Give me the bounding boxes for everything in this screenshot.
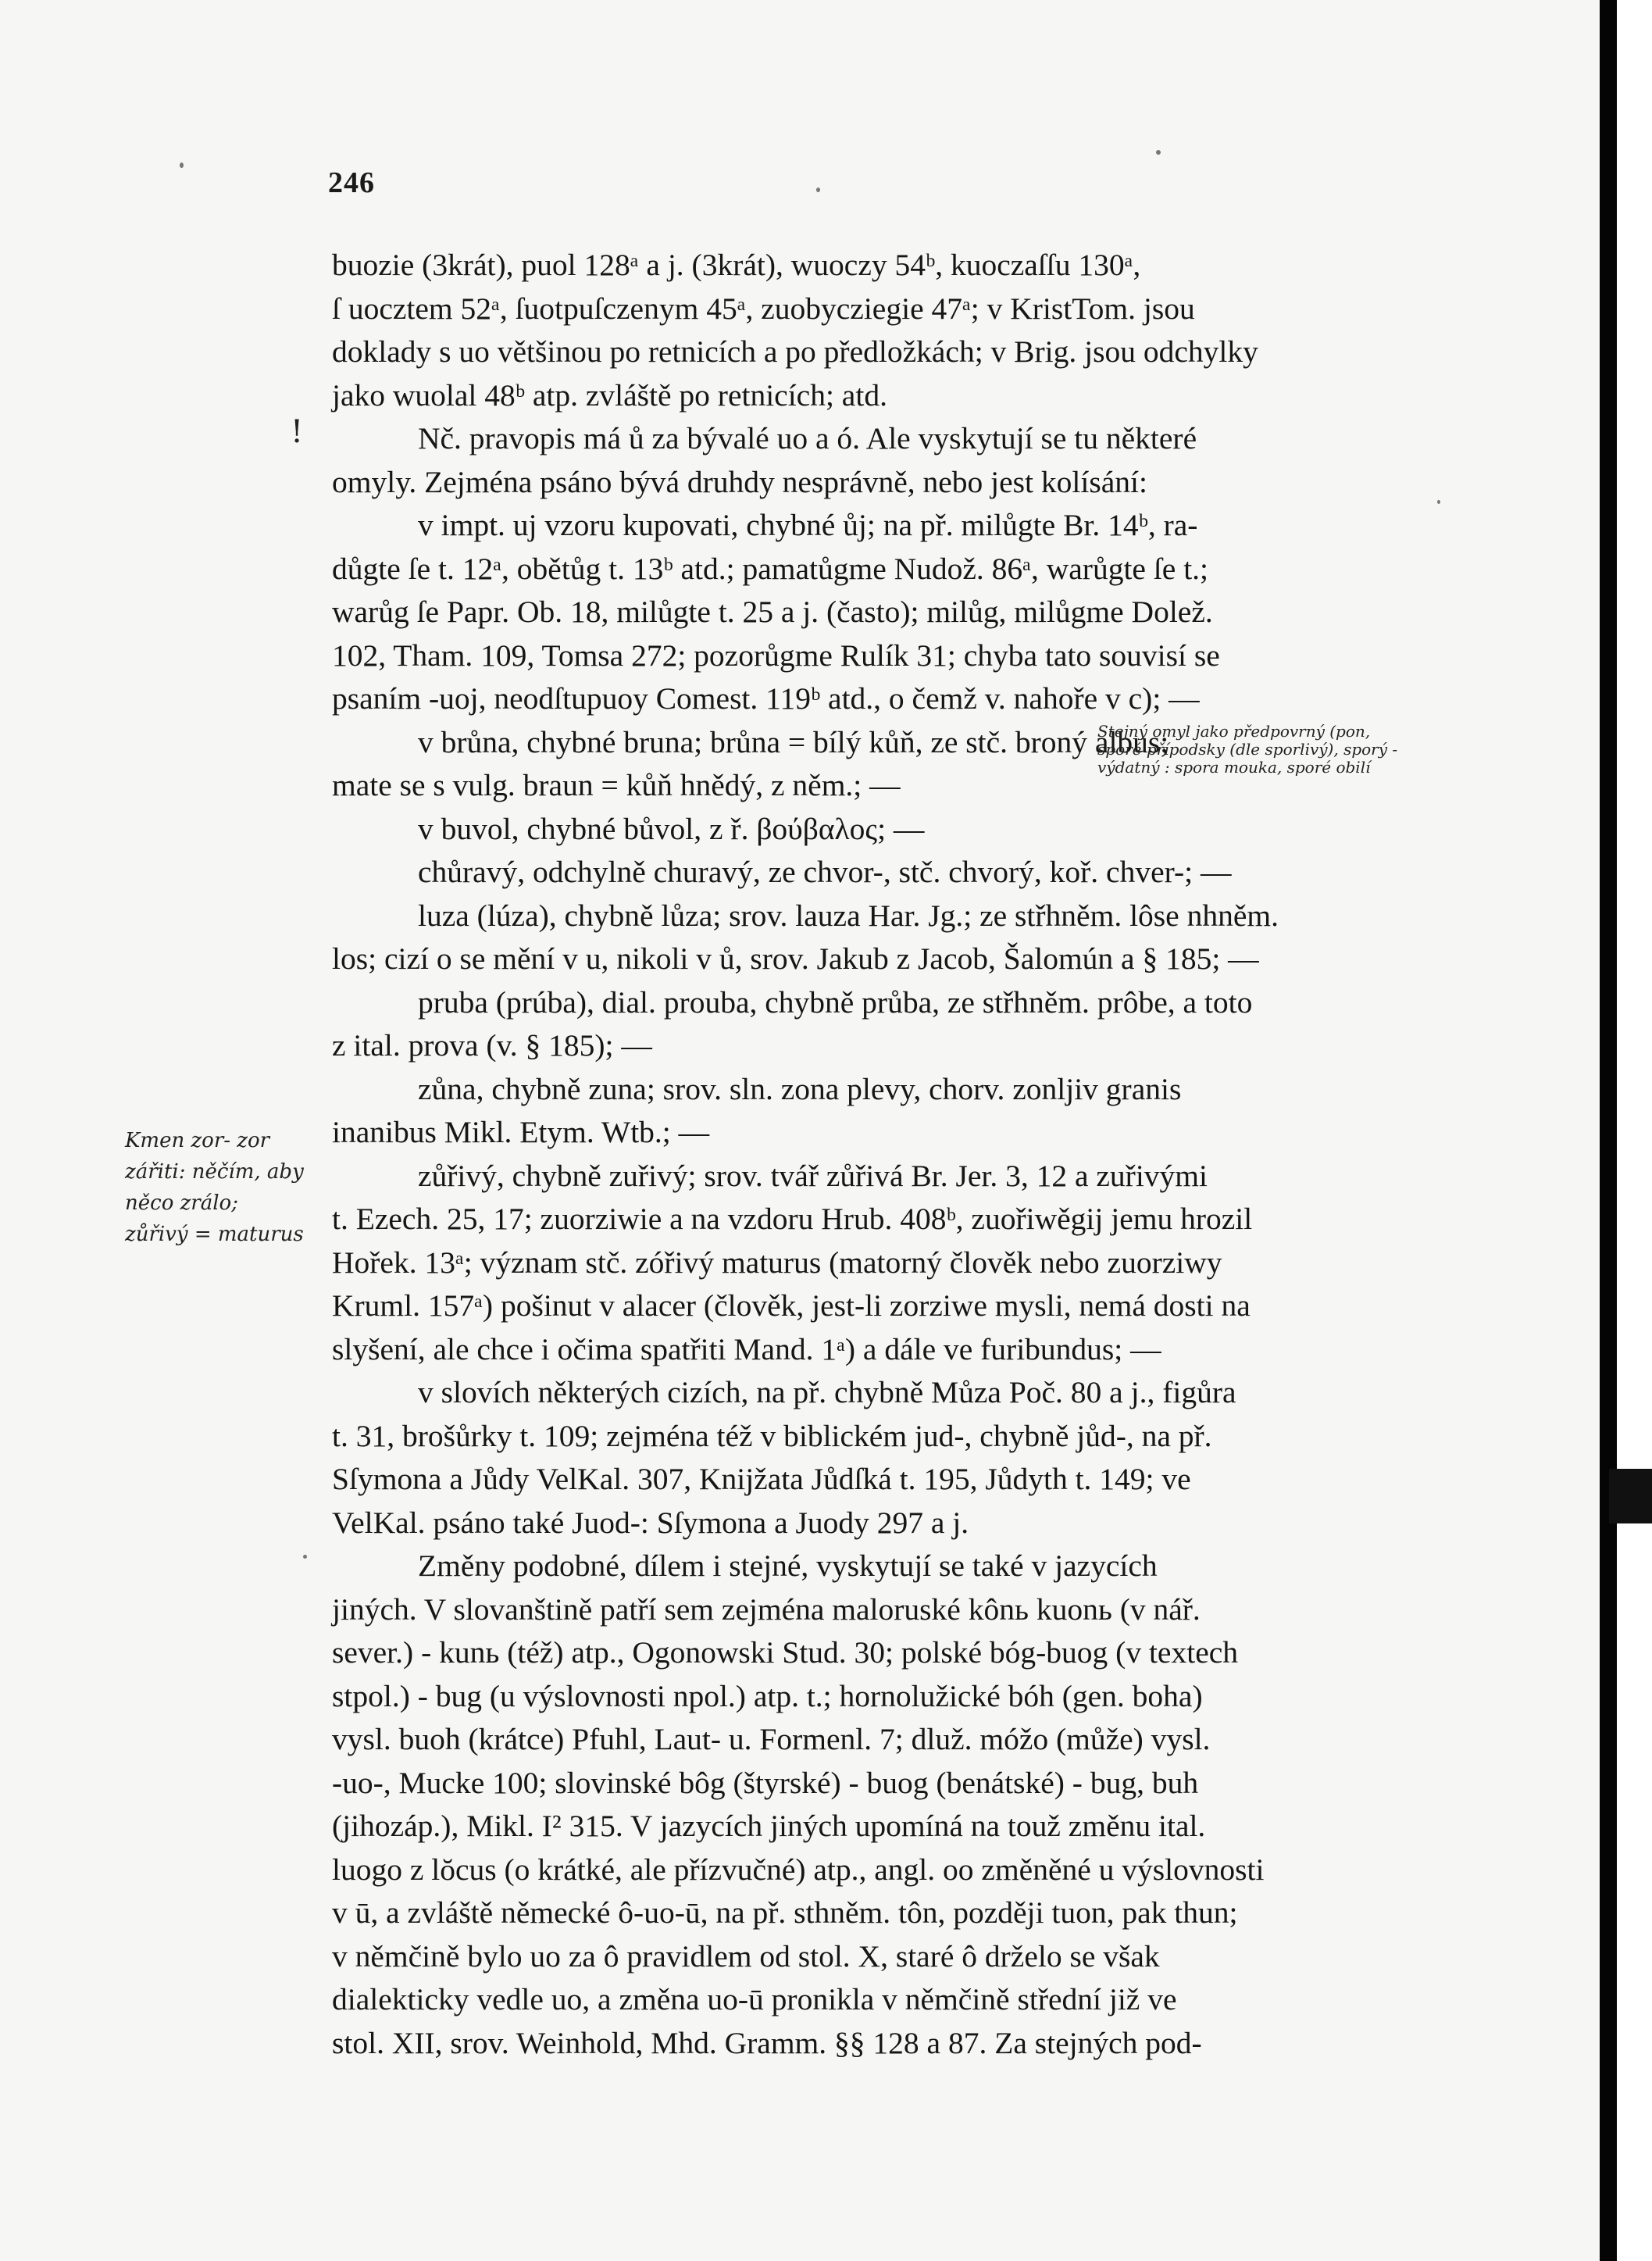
text-line: v slovích některých cizích, na př. chybně Můza Poč. 80 a j., figůra	[418, 1375, 1236, 1409]
text-line: důgte ſe t. 12ᵃ, obětůg t. 13ᵇ atd.; pamatůgme Nudož. 86ᵃ, warůgte ſe t.;	[332, 551, 1209, 586]
text-line: dialekticky vedle uo, a změna uo-ū pronikla v němčině střední již ve	[332, 1982, 1177, 2016]
text-line: Změny podobné, dílem i stejné, vyskytují se také v jazycích	[418, 1548, 1158, 1583]
paper-speck	[1437, 500, 1440, 504]
text-line: slyšení, ale chce i očima spatřiti Mand. 1ᵃ) a dále ve furibundus; —	[332, 1331, 1161, 1366]
body-text	[332, 244, 1472, 2065]
text-line: inanibus Mikl. Etym. Wtb.; —	[332, 1115, 710, 1149]
text-line: buozie (3krát), puol 128ᵃ a j. (3krát), wuoczy 54ᵇ, kuoczaſſu 130ᵃ,	[332, 248, 1141, 282]
text-line: v ū, a zvláště německé ô-uo-ū, na př. sthněm. tôn, později tuon, pak thun;	[332, 1895, 1238, 1930]
handwritten-line: zářiti: něčím, aby	[125, 1160, 304, 1184]
handwritten-line: sporé přípodsky (dle sporlivý), sporý -	[1097, 740, 1398, 759]
text-line: stol. XII, srov. Weinhold, Mhd. Gramm. §§ 128 a 87. Za stejných pod-	[332, 2025, 1202, 2060]
text-line: zůřivý, chybně zuřivý; srov. tvář zůřivá Br. Jer. 3, 12 a zuřivými	[418, 1158, 1208, 1193]
text-line: t. Ezech. 25, 17; zuorziwie a na vzdoru Hrub. 408ᵇ, zuořiwěgij jemu hrozil	[332, 1202, 1253, 1236]
text-line: ſ uocztem 52ᵃ, ſuotpuſczenym 45ᵃ, zuobycziegie 47ᵃ; v KristTom. jsou	[332, 291, 1195, 326]
text-line: Nč. pravopis má ů za bývalé uo a ó. Ale vyskytují se tu některé	[418, 421, 1197, 455]
text-line: 102, Tham. 109, Tomsa 272; pozorůgme Rulík 31; chyba tato souvisí se	[332, 638, 1220, 673]
text-line: v impt. uj vzoru kupovati, chybné ůj; na př. milůgte Br. 14ᵇ, ra-	[418, 508, 1198, 542]
text-line: pruba (prúba), dial. prouba, chybně průba, ze střhněm. prôbe, a toto	[418, 984, 1253, 1020]
text-line: chůravý, odchylně churavý, ze chvor-, stč. chvorý, koř. chver-; —	[418, 855, 1232, 889]
handwritten-line: výdatný : spora mouka, sporé obilí	[1097, 758, 1371, 777]
text-line: VelKal. psáno také Juod-: Sſymona a Juody 297 a j.	[332, 1505, 969, 1540]
paper-speck	[303, 1555, 307, 1559]
text-line: (jihozáp.), Mikl. I² 315. V jazycích jiných upomíná na touž změnu ital.	[332, 1809, 1206, 1843]
handwritten-line: Kmen zor- zor	[125, 1129, 270, 1152]
margin-exclamation-mark: !	[291, 414, 304, 450]
text-line: t. 31, brošůrky t. 109; zejména též v biblickém jud-, chybně jůd-, na př.	[332, 1418, 1212, 1453]
handwritten-note-right	[1097, 723, 1397, 777]
text-line: luogo z lŏcus (o krátké, ale přízvučné) atp., angl. oo změněné u výslovnosti	[332, 1852, 1265, 1887]
text-line: v brůna, chybné bruna; brůna = bílý kůň, ze stč. broný albus;	[418, 724, 1169, 759]
text-line: omyly. Zejména psáno bývá druhdy nesprávně, nebo jest kolísání:	[332, 464, 1147, 499]
text-line: sever.) - kunь (též) atp., Ogonowski Stud. 30; polské bóg-buog (v textech	[332, 1635, 1239, 1670]
text-line: jako wuolal 48ᵇ atp. zvláště po retnicích; atd.	[332, 377, 887, 413]
page-edge-mark	[1609, 1469, 1652, 1523]
page-edge-shadow	[1600, 0, 1617, 2261]
text-line: zůna, chybně zuna; srov. sln. zona plevy, chorv. zonljiv granis	[418, 1071, 1182, 1106]
paper-speck	[180, 163, 184, 168]
text-line: los; cizí o se mění v u, nikoli v ů, srov. Jakub z Jacob, Šalomún a § 185; —	[332, 941, 1259, 976]
paper-speck	[816, 188, 820, 192]
text-line: jiných. V slovanštině patří sem zejména maloruské kônь kuonь (v nář.	[332, 1591, 1201, 1627]
text-line: -uo-, Mucke 100; slovinské bôg (štyrské) - buog (benátské) - bug, buh	[332, 1765, 1199, 1800]
text-line: stpol.) - bug (u výslovnosti npol.) atp. t.; hornolužické bóh (gen. boha)	[332, 1678, 1203, 1713]
text-line: z ital. prova (v. § 185); —	[332, 1028, 652, 1063]
text-line: mate se s vulg. braun = kůň hnědý, z něm.; —	[332, 768, 901, 802]
text-line: warůg ſe Papr. Ob. 18, milůgte t. 25 a j. (často); milůg, milůgme Dolež.	[332, 595, 1213, 629]
text-line: Kruml. 157ᵃ) pošinut v alacer (člověk, jest-li zorziwe mysli, nemá dosti na	[332, 1288, 1251, 1323]
text-line: v němčině bylo uo za ô pravidlem od stol. X, staré ô drželo se však	[332, 1938, 1160, 1973]
page-number: 246	[328, 166, 375, 199]
handwritten-line: zůřivý = maturus	[125, 1223, 304, 1246]
text-line: psaním -uoj, neodſtupuoy Comest. 119ᵇ atd., o čemž v. nahoře v c); —	[332, 681, 1200, 716]
text-line: luza (lúza), chybně lůza; srov. lauza Har. Jg.; ze střhněm. lôse nhněm.	[418, 898, 1279, 933]
text-line: doklady s uo většinou po retnicích a po předložkách; v Brig. jsou odchylky	[332, 334, 1258, 369]
scan-border	[1617, 0, 1652, 2261]
handwritten-note-left	[125, 1125, 304, 1250]
text-line: v buvol, chybné bůvol, z ř. βούβαλος; —	[418, 811, 925, 846]
paper-speck	[1156, 150, 1161, 155]
text-line: vysl. buoh (krátce) Pfuhl, Laut- u. Formenl. 7; dluž. móžo (může) vysl.	[332, 1722, 1211, 1756]
text-line: Sſymona a Jůdy VelKal. 307, Knijžata Jůdſká t. 195, Jůdyth t. 149; ve	[332, 1462, 1191, 1496]
handwritten-line: Stejný omyl jako předpovrný (pon,	[1097, 722, 1371, 741]
text-line: Hořek. 13ᵃ; význam stč. zóřivý maturus (matorný člověk nebo zuorziwy	[332, 1245, 1222, 1280]
handwritten-line: něco zrálo;	[125, 1191, 238, 1215]
